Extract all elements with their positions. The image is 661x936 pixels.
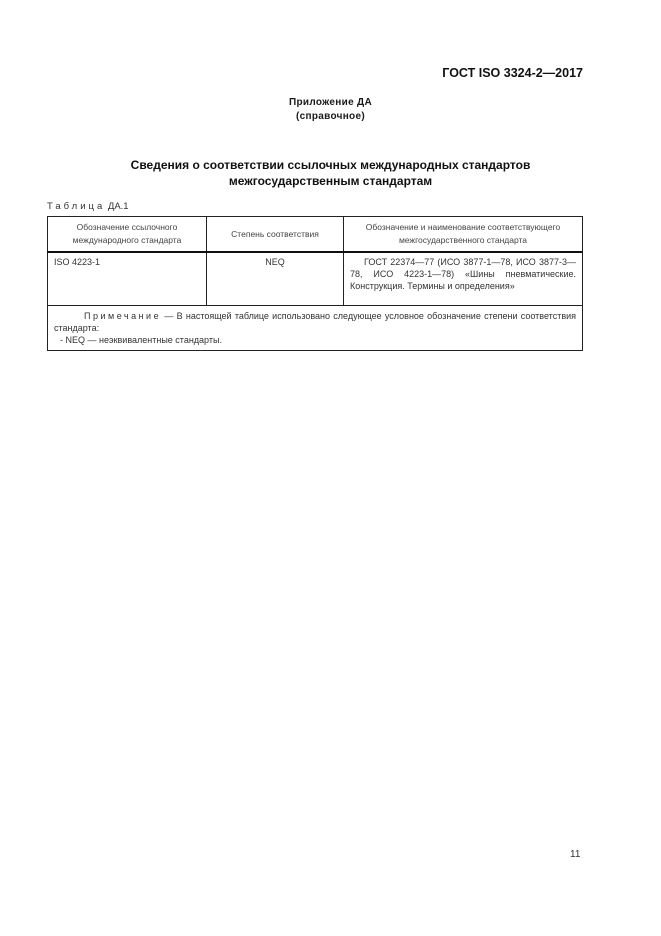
- column-header-reference: [48, 217, 207, 253]
- annex-heading: [0, 96, 661, 124]
- section-title: [0, 157, 661, 189]
- note-item: - NEQ — неэквивалентные стандарты.: [60, 335, 222, 345]
- column-header-line: международного стандарта: [72, 235, 182, 245]
- cell-interstate-text: ГОСТ 22374—77 (ИСО 3877-1—78, ИСО 3877-3—78, ИСО 4223-1—78) «Шины пневматические. Конструкция. Термины и определения»: [350, 257, 576, 291]
- note-text: — В настоящей таблице использовано следующее условное обозначение степени соответствия стандарта:: [54, 311, 576, 333]
- column-header-line: межгосударственного стандарта: [398, 235, 528, 245]
- section-title-line1: Сведения о соответствии ссылочных международных стандартов: [130, 158, 531, 172]
- column-header-degree: [207, 217, 344, 253]
- page-number: 11: [570, 849, 581, 860]
- table-row: [48, 252, 583, 306]
- section-title-line2: межгосударственным стандартам: [228, 174, 433, 188]
- table-note-row: [48, 306, 583, 351]
- column-header-line: Обозначение и наименование соответствующего: [365, 222, 561, 232]
- annex-subtitle: (справочное): [296, 111, 365, 122]
- note-paragraph: [54, 310, 576, 334]
- table-caption-word: Таблица: [47, 201, 106, 212]
- document-code: ГОСТ ISO 3324-2—2017: [442, 66, 583, 80]
- table-caption: [47, 201, 129, 212]
- annex-title: Приложение ДА: [289, 97, 372, 108]
- table-header-row: [48, 217, 583, 253]
- column-header-line: Обозначение ссылочного: [76, 222, 178, 232]
- cell-reference: ISO 4223-1: [48, 252, 207, 306]
- cell-interstate: [344, 252, 583, 306]
- table-caption-number: ДА.1: [107, 201, 129, 212]
- cell-degree: NEQ: [207, 252, 344, 306]
- correspondence-table: [47, 216, 583, 351]
- note-head: Примечание: [84, 311, 162, 321]
- column-header-interstate: [344, 217, 583, 253]
- column-header-line: Степень соответствия: [231, 228, 319, 239]
- table-note: [48, 306, 583, 351]
